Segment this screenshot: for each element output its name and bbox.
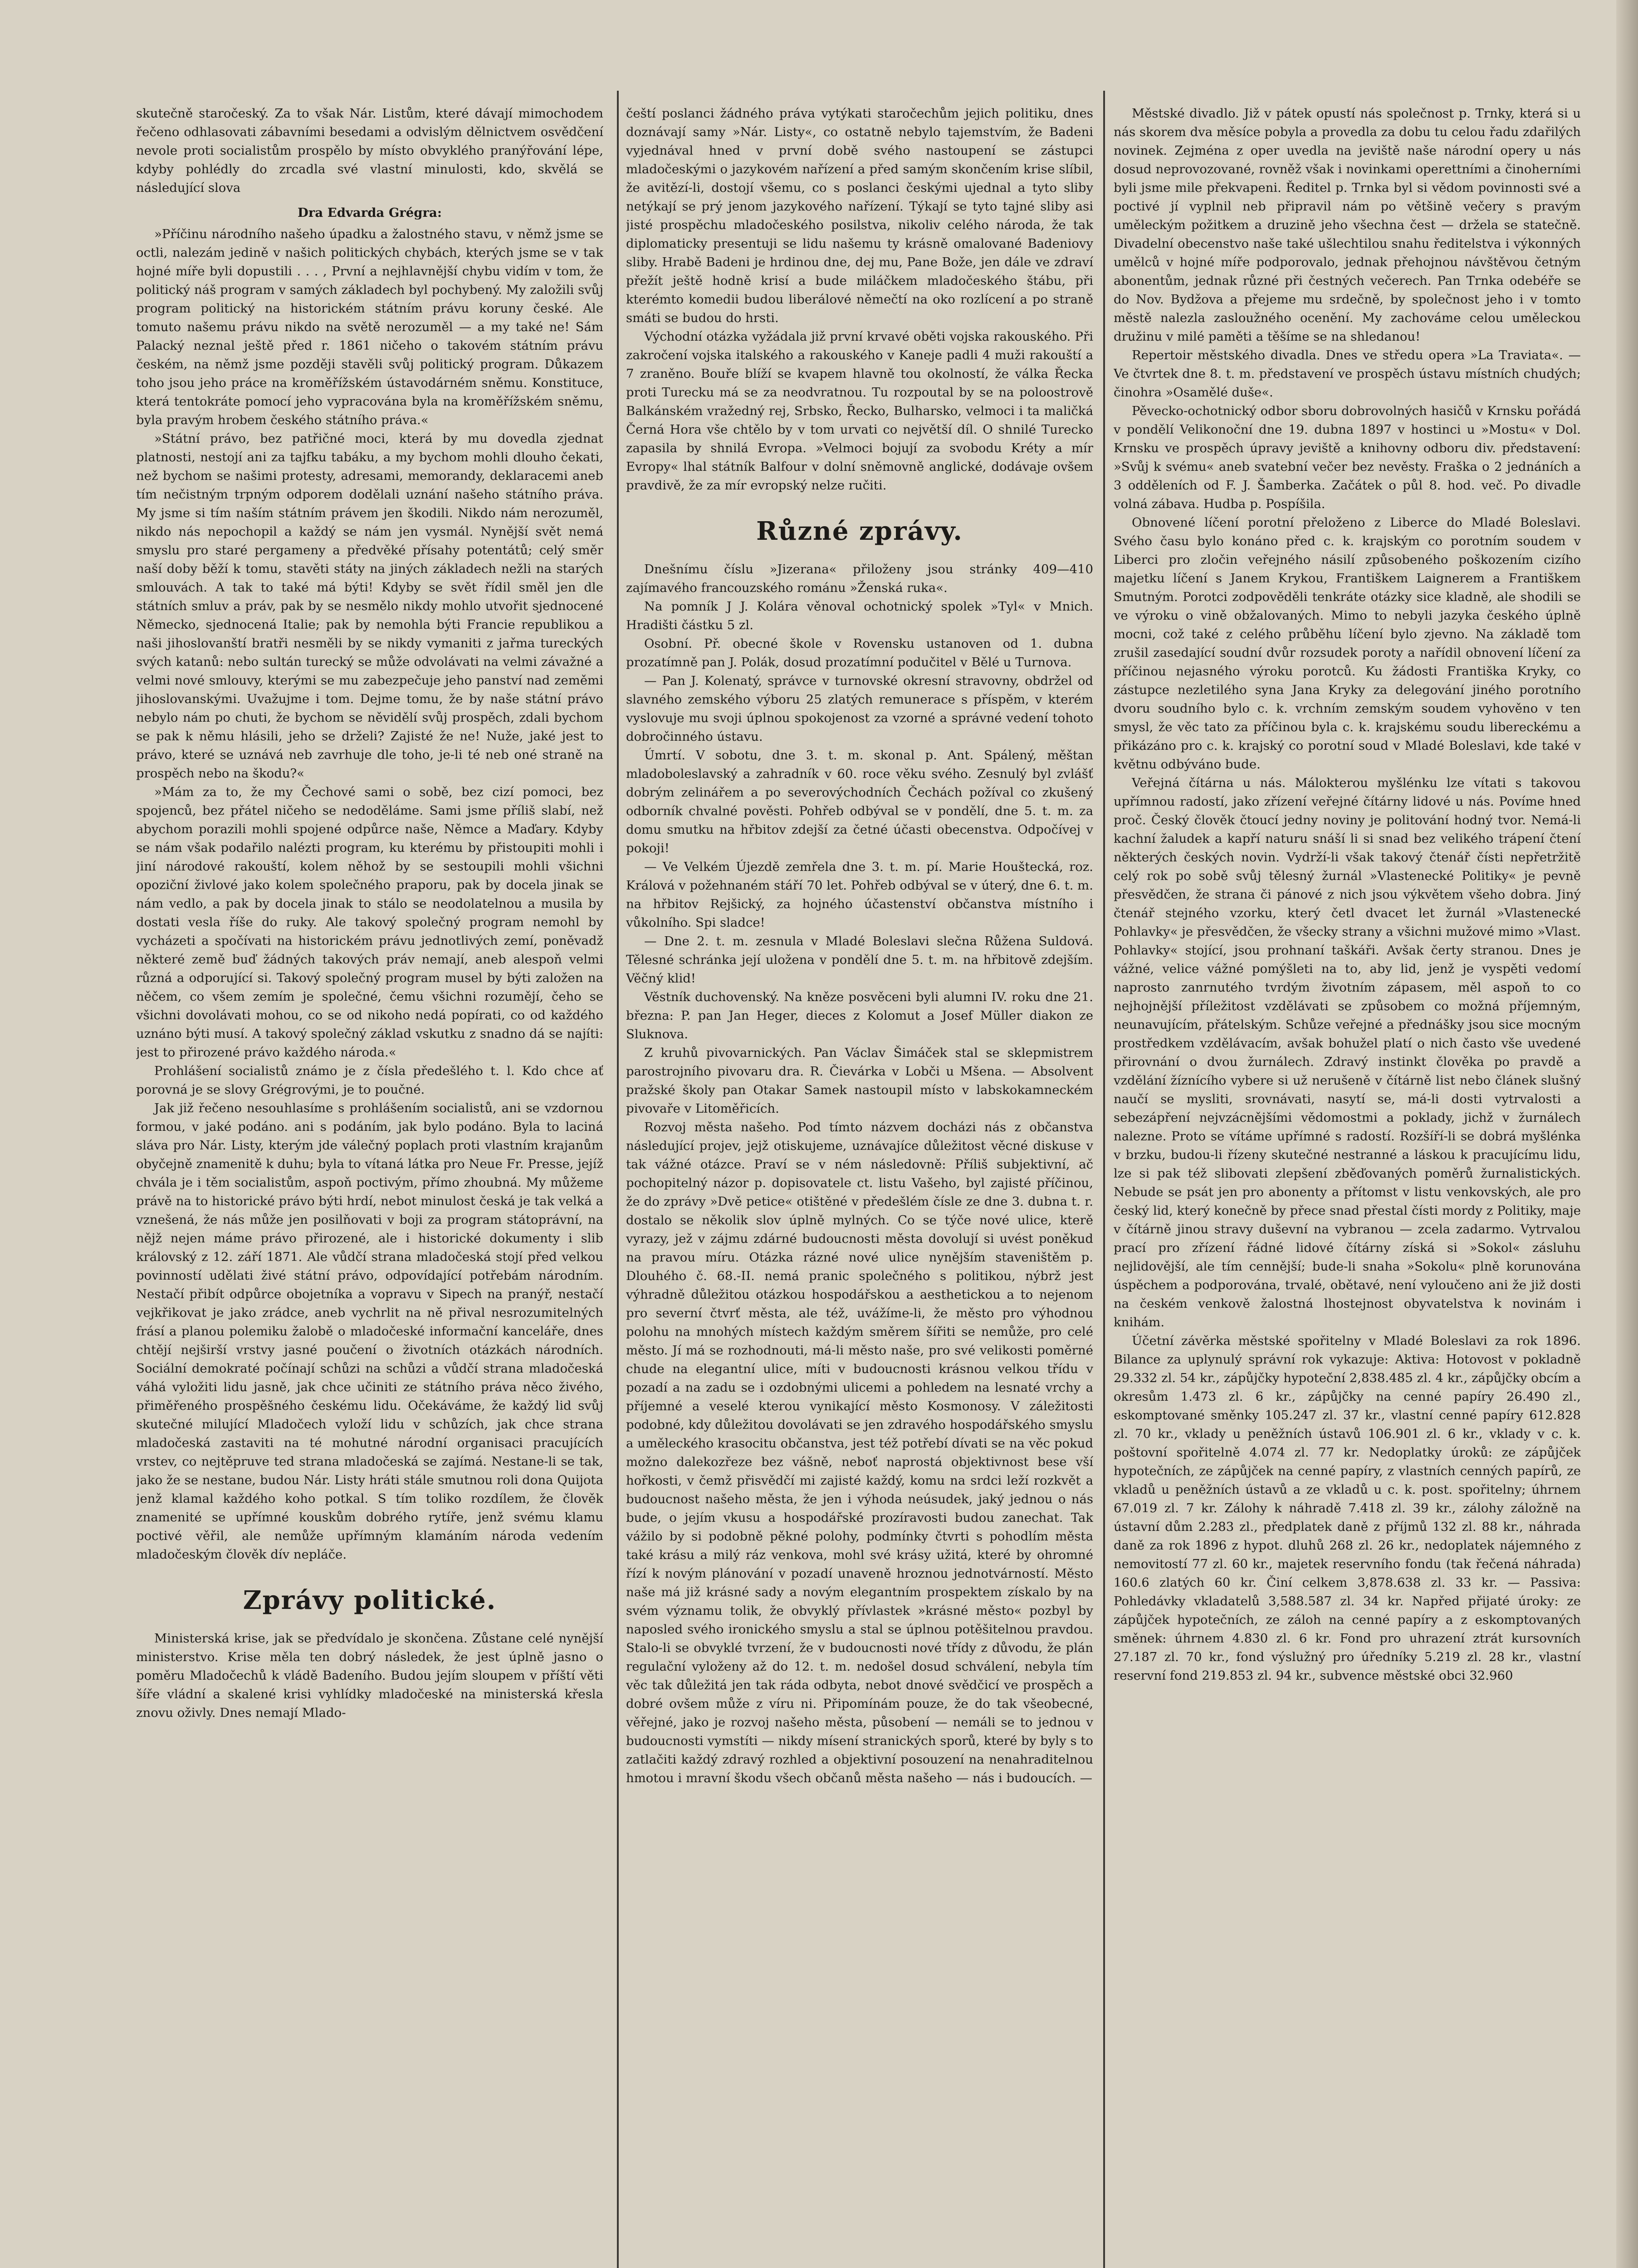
article-paragraph: skutečně staročeský. Za to však Nár. Listům, které dávají mimochodem řečeno odhlasovati zábavními besedami a odvislým dělnictvem osvědčení nevole proti socialistům prospělo by místo obvyklého pranýřování lépe, kdyby pohlédly do zrcadla své vlastní minulosti, kdo, skvělá se následující slova xyxy=(136,106,603,195)
article-paragraph: Na pomník J J. Kolára věnoval ochotnický spolek »Tyl« v Mnich. Hradišti částku 5 zl. xyxy=(626,599,1093,632)
article-paragraph: Východní otázka vyžádala již první krvavé oběti vojska rakouského. Při zakročení vojska italského a rakouského v Kaneje padli 4 muži rakouští a 7 zraněno. Bouře blíží se kvapem hlavně tou okolností, že válka Řecka proti Turecku má se za neodvratnou. Tu rozpoutal by se na poloostrově Balkánském vražedný rej, Srbsko, Řecko, Bulharsko, velmoci i ta maličká Černá Hora vše chtělo by v tom urvati co největší díl. O shnilé Turecko zapasila by shnilá Evropa. »Velmoci bojují za svobodu Kréty a mír Evropy« lhal státník Balfour v dolní sněmovně anglické, dodávaje ovšem pravdivě, že za mír evropský nelze ručiti. xyxy=(626,329,1093,493)
column-divider xyxy=(1103,91,1105,2268)
article-paragraph: Účetní závěrka městské spořitelny v Mladé Boleslavi za rok 1896. Bilance za uplynulý správní rok vykazuje: Aktiva: Hotovost v pokladně 29.332 zl. 54 kr., zápůjčky hypoteční 2,838.485 zl. 4 kr., zápůjčky obcím a okresům 1.473 zl. 6 kr., zápůjčky na cenné papíry 26.490 zl., eskomptované směnky 105.247 zl. 37 kr., vlastní cenné papíry 612.828 zl. 70 kr., vklady u peněžních ústavů 106.901 zl. 6 kr., vklady v c. k. poštovní spořitelně 4.074 zl. 77 kr. Nedoplatky úroků: ze zápůjček hypotečních, ze zápůjček na cenné papíry, z vlastních cenných papírů, ze vkladů u peněžních ústavů a ze vkladů u c. k. post. spořitelny; úhrnem 67.019 zl. 7 kr. Zálohy k náhradě 7.418 zl. 39 kr., zálohy záložně na ústavní dům 2.283 zl., předplatek daně z příjmů 132 zl. 88 kr., náhrada daně za rok 1896 z hypot. dluhů 268 zl. 26 kr., nedoplatek nájemného z nemovitostí 77 zl. 60 kr., majetek reservního fondu (tak řečená náhrada) 160.6 zlatých 60 kr. Činí celkem 3,878.638 zl. 33 kr. — Passiva: Pohledávky vkladatelů 3,588.587 zl. 34 kr. Napřed přijaté úroky: ze zápůjček hypotečních, ze záloh na cenné papíry a z eskomptovaných směnek: úhrnem 4.830 zl. 6 kr. Fond pro uhrazení ztrát kursovních 27.187 zl. 70 kr., fond výslužný pro úředníky 5.219 zl. 28 kr., vlastní reservní fond 219.853 zl. 94 kr., subvence městské obci 32.960 xyxy=(1114,1334,1581,1683)
article-paragraph: — Ve Velkém Újezdě zemřela dne 3. t. m. pí. Marie Houštecká, roz. Králová v požehnaném stáří 70 let. Pohřeb odbýval se v úterý, dne 6. t. m. na hřbitov Rejšický, za hojného účastenství občanstva místního i vůkolního. Spi sladce! xyxy=(626,860,1093,930)
article-paragraph: Rozvoj města našeho. Pod tímto názvem docházi nás z občanstva následující projev, jejž otiskujeme, uznávajíce důležitost věcné diskuse v tak vážné otázce. Praví se v ném následovně: Příliš subjektivní, ač pochopitelný názor p. dopisovatele ct. listu Vašeho, byl zajisté příčinou, že do zprávy »Dvě petice« otištěné v předešlém čísle ze dne 3. dubna t. r. dostalo se několik slov úplně mylných. Co se týče nové ulice, kterě vyrazy, jež v zájmu zdárné budoucnosti města dovolují si uvést poněkud na pravou míru. Otázka rázné nové ulice nynějším staveništěm p. Dlouhého č. 68.-II. nemá pranic společného s politikou, nýbrž jest výhradně důležitou otázkou hospodářskou a aesthetickou a to nejenom pro severní čtvrť města, ale též, uvážíme-li, že město pro výhodnou polohu na mnohých místech každým směrem šířiti se nemůže, pro celé město. Jí má se rozhodnouti, má-li město naše, pro své velikosti poměrné chude na elegantní ulice, míti v budoucnosti krásnou velkou třídu v pozadí a na zadu se i ozdobnými ulicemi a pohledem na lesnaté vrchy a příjemné a veselé kterou vynikající město Kosmonosy. V záležitosti podobné, kdy důležitou dovolávati se jen zdravého hospodářského smyslu a uměleckého krasocitu občanstva, jest též potřebí dívati se na věc pokud možno dalekozřeze bez vášně, neboť naprostá objektivnost bese vší hořkosti, v čemž přisvědčí mi zajisté každý, komu na srdci leží rozkvět a budoucnost našeho města, že jen i výhoda neúsudek, jaký jednou o nás bude, o jejím vkusu a hospodářské prozíravosti budou zanechat. Tak vážilo by si podobně pěkné polohy, podmínky čtvrti s pohodlím města také krásu a milý ráz venkova, mohl své krásy užitá, které by ohromné řízí k novým plánování v pozadí unaveně hroznou jednotvárností. Město naše má již krásné sady a novým elegantním prospektem získalo by na svém významu tolik, že obvyklý přívlastek »krásné město« pozbyl by naposled svého ironického smyslu a stal se úplnou potěšitelnou pravdou. Stalo-li se obvyklé tvrzení, že v budoucnosti nové třídy z důvodu, že plán regulační vyloženy až do 12. t. m. nedošel dosud schválení, nebyla tím věc tak důležitá jen tak ráda odbyta, nebot dnové svědčicí ve prospěch a dobré ovšem může z víru ni. Připomínám pouze, že do tak všeobecné, věřejné, jako je rozvoj našeho města, působení — nemáli se to jednou v budoucnosti vymstíti — nikdy mísení stranických sporů, které by byly s to zatlačiti každý zdravý rozhled a objektivní posouzení na nenahraditelnou hmotou i mravní škodu všech občanů města našeho — nás i budoucích. — xyxy=(626,1120,1093,1785)
page-edge xyxy=(1616,0,1638,2268)
text-column-2 xyxy=(626,104,1093,2268)
section-heading: Zprávy politické. xyxy=(243,1585,497,1615)
article-paragraph: Prohlášení socialistů známo je z čísla předešlého t. l. Kdo chce ať porovná je se slovy Grégrovými, je to poučné. xyxy=(136,1064,603,1097)
article-paragraph: — Pan J. Kolenatý, správce v turnovské okresní stravovny, obdržel od slavného zemského výboru 25 zlatých remunerace s příspěm, v kterém vyslovuje mu svoji úplnou spokojenost za vzorné a správné vedení tohoto dobročinného ústavu. xyxy=(626,674,1093,744)
article-paragraph: Dnešnímu číslu »Jizerana« přiloženy jsou stránky 409—410 zajímavého francouzského románu »Ženská ruka«. xyxy=(626,562,1093,595)
article-paragraph: Z kruhů pivovarnických. Pan Václav Šimáček stal se sklepmistrem parostrojního pivovaru dra. R. Čievárka v Lobči u Mšena. — Absolvent pražské školy pan Otakar Samek nastoupil místo v labskokamneckém pivovaře v Litoměřicích. xyxy=(626,1046,1093,1116)
article-paragraph: Věstník duchovenský. Na kněze posvěceni byli alumni IV. roku dne 21. března: P. pan Jan Heger, dieces z Kolomut a Josef Müller diakon ze Sluknova. xyxy=(626,990,1093,1041)
column-divider xyxy=(617,91,619,2268)
article-paragraph: Úmrtí. V sobotu, dne 3. t. m. skonal p. Ant. Spálený, měštan mladoboleslavský a zahradník v 60. roce věku svého. Zesnulý byl zvlášť dobrým zelinářem a po severovýchodních Čechách požíval co zkušený odborník chvalné pověsti. Pohřeb odbýval se v pondělí, dne 5. t. m. za domu smutku na hřbitov zdejší za četné účasti obecenstva. Odpočívej v pokoji! xyxy=(626,748,1093,855)
text-column-3 xyxy=(1114,104,1581,2268)
article-paragraph: — Dne 2. t. m. zesnula v Mladé Boleslavi slečna Růžena Suldová. Tělesné schránka její uložena v pondělí dne 5. t. m. na hřbitově zdejším. Věčný klid! xyxy=(626,934,1093,986)
centered-heading: Dra Edvarda Grégra: xyxy=(298,205,442,220)
article-paragraph: »Příčinu národního našeho úpadku a žalostného stavu, v němž jsme se octli, nalezám jedině v našich politických chybách, kterých jsme se v tak hojné míře byli dopustili . . . , První a nejhlavnější chybu vidím v tom, že politický náš program v samých základech byl pochybený. My založili svůj program politický na historickém státním právu koruny české. Ale tomuto našemu právu nikdo na světě nerozuměl — a my také ne! Sám Palacký neznal ještě před r. 1861 ničeho o takovém státním právu českém, na němž jsme později stavěli svůj politický program. Důkazem toho jsou jeho práce na kroměřížském ústavodárném sněmu. Konstituce, která tentokráte pomocí jeho vypracována byla na kroměřížském sněmu, byla pravým hrobem českého státního práva.« xyxy=(136,227,603,427)
article-paragraph: čeští poslanci žádného práva vytýkati staročechům jejich politiku, dnes doznávají samy »Nár. Listy«, co ostatně nebylo tajemstvím, že Badeni vyjednával hned v první době svého nastoupení se zástupci mladočeskými o jazykovém nařízení a před samým skončením krise slíbil, že avitězí-li, dostojí všemu, co s poslanci českými ujednal a tyto sliby netýkají se prý jenom jazykového nařízení. Týkají se tyto tajné sliby asi jisté prospěchu mladočeského posilstva, nikoliv celého národa, že tak diplomaticky presentuji se lidu našemu ty krásně omalované Badeniovy sliby. Hrabě Badeni je hrdinou dne, dej mu, Pane Bože, jen dále ve zdraví přežít ještě hodně krisí a bude miláčkem mladočeského štábu, při kterémto komedii budou liberálové němečtí na oko rozlícení a po straně smáti se budou do hrsti. xyxy=(626,106,1093,325)
article-paragraph: Jak již řečeno nesouhlasíme s prohlášením socialistů, ani se vzdornou formou, v jaké podáno. ani s podáním, jak bylo podáno. Byla to laciná sláva pro Nár. Listy, kterým jde válečný poplach proti vlastním krajanům obyčejně znamenitě k duhu; byla to vítaná látka pro Neue Fr. Presse, jejíž chvála je i těm socialistům, aspoň poctivým, přímo zhoubná. My můžeme právě na to historické právo býti hrdí, nebot minulost česká je tak velká a vznešená, že nás může jen posilňovati v boji za program státoprávní, na nějž nejen máme právo přirozené, ale i historické dokumenty i slib královský z 12. září 1871. Ale vůdčí strana mladočeská stojí před velkou povinností udělati živé státní právo, odpovídající potřebám národním. Nestačí přibít odpůrce obojetníka a vopravu v Sipech na pranýř, nestačí vejkřikovat je jako zrádce, aneb vychrlit na ně přival nesrozumitelných frásí a planou polemiku žalobě o mladočeské informační kanceláře, dnes chtějí nejširší vrstvy jasné poučení o životních otázkách národních. Sociální demokraté počínají schůzi na schůzi a vůdčí strana mladočeská váhá vyložiti lidu jasně, jak chce učiniti ze státního práva něco živého, přiměřeného prospěšného českému lidu. Očekáváme, že každý lid svůj skutečné milující Mladočech vyloží lidu v schůzích, jak chce strana mladočeská zastaviti na té mohutné národní organisaci pracujících vrstev, co nejtěpruve ted strana mladočeská se zajímá. Nestane-li se tak, jako že se nestane, budou Nár. Listy hráti stále smutnou roli dona Quijota jenž klamal každého koho potkal. S tím toliko rozdílem, že člověk znamenité se upřímné kouskům dobrého rytíře, jenž svému klamu poctivé věřil, ale nemůže upřímným klamáním národa vedením mladočeským člověk dív nepláče. xyxy=(136,1101,603,1562)
article-paragraph: Ministerská krise, jak se předvídalo je skončena. Zůstane celé nynější ministerstvo. Krise měla ten dobrý následek, že jest úplně jasno o poměru Mladočechů k vládě Badeního. Budou jejím sloupem v příští věti šíře vládní a skalené krisi vyhlídky mladočeské na ministerská křesla znovu oživly. Dnes nemají Mlado- xyxy=(136,1631,603,1720)
article-paragraph: Veřejná čítárna u nás. Málokterou myšlénku lze vítati s takovou upřímnou radostí, jako zřízení veřejné čítárny lidové u nás. Povíme hned proč. Český člověk čtoucí jedny noviny je politování hodný tvor. Nemá-li kachní žaludek a kapří naturu snáší li si snad bez velikého trápení čtení některých českých novin. Vydrží-li však takový čtenář čísti nepřetržitě celý rok po sobě svůj tělesný žurnál »Vlastenecké Politiky« je pevně přesvědčen, že strana či pánové z nich jsou výkvětem všeho dobra. Jiný čtenář stejného vzorku, který četl dvacet let žurnál »Vlastenecké Pohlavky« je přesvědčen, že všecky strany a všichni mužové mimo »Vlast. Pohlavky« stojící, jsou prohnaní taškáři. Avšak čerty stranou. Dnes je vážné, velice vážné pomýšleti na to, aby lid, jenž je vyspěti vedomí naprosto zanrnutého tvrdým životním zápasem, měl aspoň to co nejhojnější příležitost vzdělávati se způsobem co možná příjemným, neunavujícím, přátelským. Schůze veřejné a přednášky jsou sice mocným prostředkem vzdělávacím, avšak bohužel platí o nich často vše uvedené přirovnání o dvou žurnálech. Zdravý instinkt člověka po pravdě a vzdělání žíznícího vybere si už nerušeně v čítárně list nebo článek slušný naučí se mysliti, srovnávati, nasytí se, má-li dosti vytrvalosti a sebezápření nejvzácnějšími vědomostmi a poklady, jichž v žurnálech nalezne. Proto se vítáme upřímné s radostí. Rozšíří-li se dobrá myšlénka v brzku, budou-li řízeny skutečné nestranné a láskou k pracujícímu lidu, lze si pak též slibovati zlepšení zběďovaných poměrů žurnalistických. Nebude se psát jen pro abonenty a přítomst v listu venkovských, ale pro český lid, který konečně by přece snad přestal čísti mordy z Politiky, maje v čítárně jinou stravy duševní na vybranou — zcela zadarmo. Vytrvalou prací pro zřízení řádné lidové čítárny získá si »Sokol« zásluhu nejlidovější, ale tím cennější; bude-li snaha »Sokolu« plně korunována úspěchem a podporována, trvalé, obětavé, není vyloučeno ani že již dosti na českém venkově žalostná lhostejnost obyvatelstva k novinám i knihám. xyxy=(1114,776,1581,1330)
text-column-1 xyxy=(136,104,603,2268)
article-paragraph: Repertoir městského divadla. Dnes ve středu opera »La Traviata«. — Ve čtvrtek dne 8. t. m. představení ve prospěch ústavu místních chudých; činohra »Osamělé duše«. xyxy=(1114,348,1581,400)
article-paragraph: »Mám za to, že my Čechové sami o sobě, bez cizí pomoci, bez spojenců, bez přátel ničeho se nedoděláme. Sami jsme příliš slabí, než abychom porazili mohli spojené odpůrce naše, Němce a Maďary. Kdyby se nám však podařilo nalézti program, ku kterému by přistoupiti mohli i jiní národové rakouští, kolem něhož by se sestoupili mohli všichni opoziční živlové jako kolem společného praporu, pak by docela jinak se nám vedlo, a pak by docela jinak to stálo se neodolatelnou a musila by dostati vesla říše do ruky. Ale takový společný program nemohl by vycházeti a spočívati na historickém právu jednotlivých zemí, poněvadž některé země buď žádných takových práv nemají, aneb alespoň velmi různá a odporující si. Takový společný program musel by býti založen na něčem, co všem zemím je společné, čemu všichni rozumějí, čeho se všichni dovolávati mohou, co se od nikoho nedá popírati, co od každého uznáno býti musí. A takový společný základ vskutku z snadno dá se najíti: jest to přirozené právo každého národa.« xyxy=(136,785,603,1060)
article-paragraph: Obnovené líčení porotní přeloženo z Liberce do Mladé Boleslavi. Svého času bylo konáno před c. k. krajským co porotním soudem v Liberci pro zločin veřejného násilí způsobeného poškozením cizího majetku líčení s Janem Krykou, Františkem Laignerem a Františkem Smutným. Porotci zodpověděli tenkráte otázky sice kladně, ale shodili se ve výroku o vině obžalovaných. Mimo to nebyli jazyka českého úplně mocni, což také z celého průběhu líčení bylo zjevno. Na základě tom zrušil zasedající soudní dvůr rozsudek poroty a nařídil obnovení líčení za příčinou nejasného výroku porotců. Ku žádosti Františka Kryky, co zástupce nezletilého syna Jana Kryky za delegování jiného porotního dvoru soudního bylo c. k. vrchním zemským soudem vyhověno v ten smysl, že věc tato za příčinou byla c. k. krajskému soudu libereckému a přikázáno pro c. k. krajský co porotní soud v Mladé Boleslavi, kde také v květnu odbýváno bude. xyxy=(1114,515,1581,772)
article-paragraph: »Státní právo, bez patřičné moci, která by mu dovedla zjednat platnosti, nestojí ani za tajfku tabáku, a my bychom mohli dlouho čekati, než bychom se našimi protesty, adresami, memorandy, deklaracemi aneb tím nečistným trpným odporem dodělali uznání našeho státního práva. My jsme si tím naším státním právem jen škodili. Nikdo nám nerozuměl, nikdo nás nepochopil a každý se nám jen vysmál. Nynější svět nemá smyslu pro staré pergameny a předvěké přísahy potentátů; celý směr naší doby běží k tomu, stavěti státy na jiných základech nežli na starých smlouvách. A tak to také má býti! Kdyby se svět řídil směl jen dle státních smluv a práv, pak by se nesmělo nikdy mohlo utvořit sjednocené Německo, sjednocená Italie; pak by nemohla býti Francie republikou a naši jihoslovanští bratři nesměli by se nikdy vymaniti z jařma tureckých svých katanů: nebo sultán turecký se může odvolávati na velmi závažné a velmi nové smlouvy, kterými se mu zabezpečuje jeho panství nad zeměmi jihoslovanskými. Uvažujme i tom. Dejme tomu, že by naše státní právo nebylo nám po chuti, že bychom se něvidělí svůj prospěch, zdali bychom se pak k němu hlásili, jeho se drželi? Zajisté že ne! Nuže, jaké jest to právo, které se uznává neb zavrhuje dle toho, je-li té neb oné straně na prospěch nebo na škodu?« xyxy=(136,431,603,781)
section-heading: Různé zprávy. xyxy=(756,516,963,546)
article-paragraph: Osobní. Př. obecné škole v Rovensku ustanoven od 1. dubna prozatímně pan J. Polák, dosud prozatímní podučitel v Bělé u Turnova. xyxy=(626,636,1093,670)
article-paragraph: Městské divadlo. Již v pátek opustí nás společnost p. Trnky, která si u nás skorem dva měsíce pobyla a provedla za dobu tu celou řadu zdařilých novinek. Zejména z oper uvedla na jeviště naše národní opery u nás dosud neprovozované, rovněž však i novinkami operettními a činoherními byli jsme mile překvapeni. Ředitel p. Trnka byl si vědom povinnosti své a poctivé jí vyplnil neb připravil nám po většině večery s pravým uměleckým požitkem a druzině jeho všechna čest — držela se statečně. Divadelní obecenstvo naše také ušlechtilou snahu ředitelstva i výkonných umělců v hojné míře podporovalo, jednak přehojnou návštěvou četným abonentům, jednak různé při čestných večerech. Pan Trnka odebéře se do Nov. Bydžova a přejeme mu srdečně, by společnost jeho i v tomto městě nalezla zasloužného ocenění. My zachováme celou uměleckou družinu v milé paměti a těšíme se na shledanou! xyxy=(1114,106,1581,344)
article-paragraph: Pěvecko-ochotnický odbor sboru dobrovolných hasičů v Krnsku pořádá v pondělí Velikonoční dne 19. dubna 1897 v hostinci u »Mostu« v Dol. Krnsku ve prospěch úpravy jeviště a knihovny odboru div. představení: »Svůj k svému« aneb svatební večer bez nevěsty. Fraška o 2 jednáních a 3 odděleních od F. J. Šamberka. Začátek o půl 8. hod. več. Po divadle volná zábava. Hudba p. Pospíšila. xyxy=(1114,404,1581,511)
